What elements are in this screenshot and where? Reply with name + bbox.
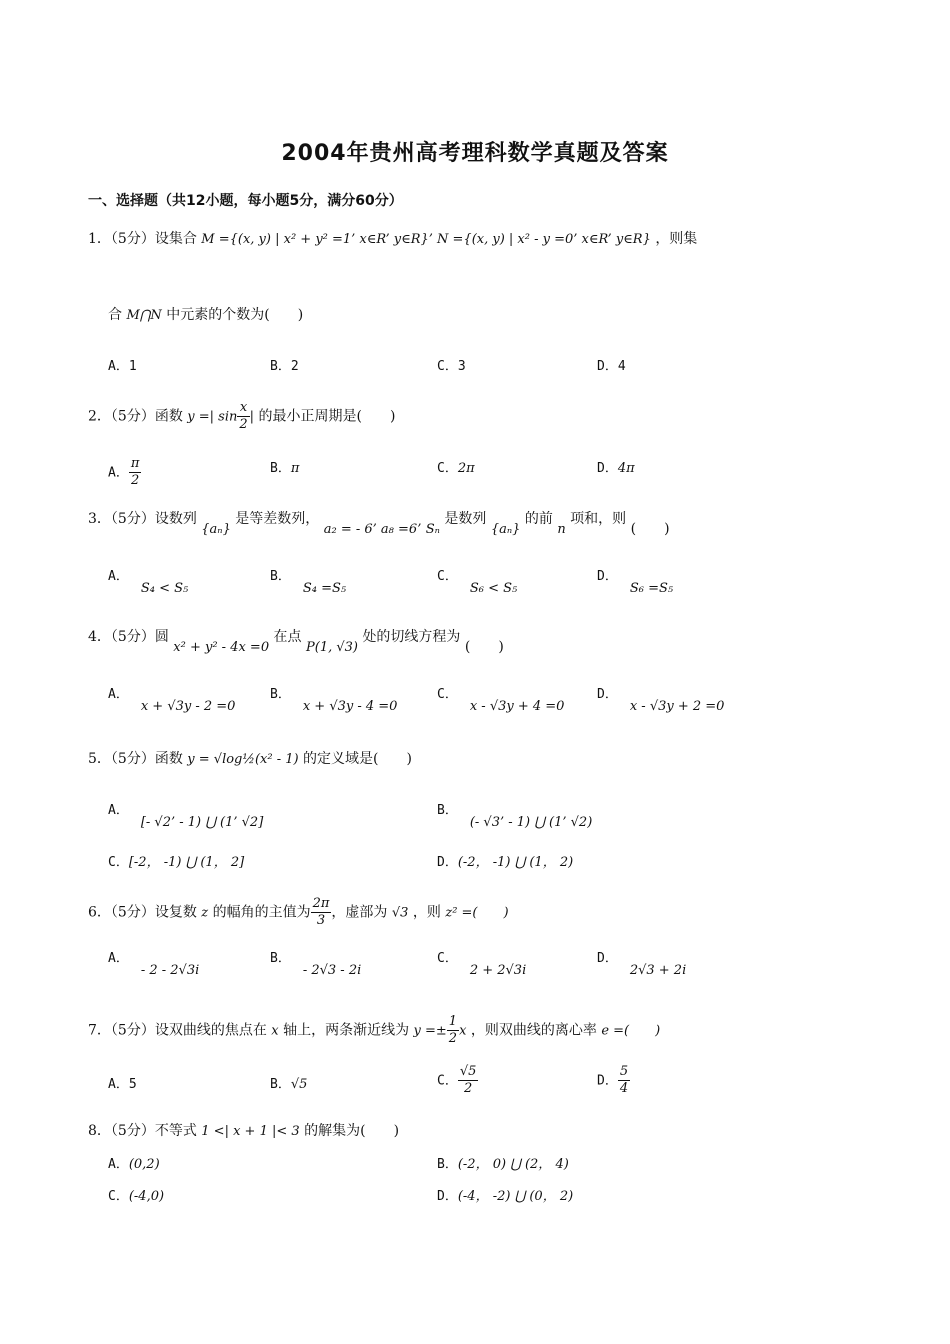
question-6-option-a[interactable]: A．- 2 - 2√3i [108,951,200,978]
question-4: 4．（5分）圆 x² + y² - 4x =0 在点 P(1, √3) 处的切线方程为 ( ) [88,629,504,655]
question-1 [88,228,697,251]
question-3-option-d[interactable]: D．S₆ =S₅ [597,569,674,596]
question-3-option-b[interactable]: B．S₄ =S₅ [270,569,347,596]
question-1-option-b[interactable]: B．2 [270,359,299,374]
question-4-option-b[interactable]: B．x + √3y - 4 =0 [270,687,398,714]
question-1-continuation: 合 M⋂N 中元素的个数为( ) [108,307,304,323]
question-4-option-c[interactable]: C．x - √3y + 4 =0 [437,687,565,714]
question-2-option-b[interactable]: B．π [270,461,300,476]
question-2: 2．（5分）函数 y =| sin $\frac{x}{2}$ | 的最小正周期是( ) [88,400,396,432]
question-4-option-d[interactable]: D．x - √3y + 2 =0 [597,687,725,714]
question-1-option-d[interactable]: D．4 [597,359,626,374]
question-8-option-b[interactable]: B．(-2， 0) ⋃ (2， 4) [437,1157,569,1172]
question-7-fraction: $\frac{1}{2}$ [448,1014,458,1046]
question-8: 8．（5分）不等式 1 <| x + 1 |< 3 的解集为( ) [88,1123,400,1139]
question-3: 3．（5分）设数列 {aₙ} 是等差数列， a₂ = - 6’ a₈ =6’ Sₙ 是数列 {aₙ} 的前 n 项和，则 ( ) [88,511,670,537]
question-7-option-d[interactable]: D． $\frac{5}{4}$ [597,1064,629,1096]
question-2-fraction: $\frac{x}{2}$ [239,400,248,432]
question-1-cont-expr: M⋂N [126,308,162,323]
question-1-tail: ，则集 [655,231,698,247]
question-5-option-d[interactable]: D．(-2， -1) ⋃ (1， 2) [437,855,574,870]
question-7-option-a[interactable]: A．5 [108,1077,137,1092]
question-6-option-d[interactable]: D．2√3 + 2i [597,951,687,978]
question-7-option-c[interactable]: C． $\frac{√5}{2}$ [437,1064,477,1096]
question-6: 6．（5分）设复数 z 的幅角的主值为 $\frac{2\pi}{3}$ ，虚部为 √3 ，则 z² =( ) [88,896,509,928]
question-8-option-d[interactable]: D．(-4， -2) ⋃ (0， 2) [437,1189,574,1204]
question-1-option-c[interactable]: C．3 [437,359,466,374]
question-3-option-c[interactable]: C．S₆ < S₅ [437,569,518,596]
page-title: 2004年贵州高考理科数学真题及答案 [281,141,669,166]
question-2-option-d[interactable]: D．4π [597,461,635,476]
question-4-option-a[interactable]: A．x + √3y - 2 =0 [108,687,236,714]
question-6-fraction: $\frac{2\pi}{3}$ [312,896,330,928]
question-5: 5．（5分）函数 y = √log½(x² - 1) 的定义域是( ) [88,751,412,767]
question-6-option-b[interactable]: B．- 2√3 - 2i [270,951,362,978]
question-3-option-a[interactable]: A．S₄ < S₅ [108,569,189,596]
question-7: 7．（5分）设双曲线的焦点在 x 轴上，两条渐近线为 y =± $\frac{1}{2}$ x ，则双曲线的离心率 e =( ) [88,1014,661,1046]
question-5-option-c[interactable]: C．[-2， -1) ⋃ (1， 2] [108,855,245,870]
section-header: 一、选择题（共12小题，每小题5分，满分60分） [88,193,403,209]
question-5-option-b[interactable]: B．(- √3’ - 1) ⋃ (1’ √2) [437,803,593,830]
question-8-option-a[interactable]: A．(0,2) [108,1157,160,1172]
question-5-option-a[interactable]: A．[- √2’ - 1) ⋃ (1’ √2] [108,803,264,830]
question-2-option-c[interactable]: C．2π [437,461,475,476]
question-7-option-b[interactable]: B．√5 [270,1077,308,1092]
question-6-option-c[interactable]: C．2 + 2√3i [437,951,527,978]
question-1-expr: M ={(x, y) | x² + y² =1’ x∈R’ y∈R}’ N ={(x, y) | x² - y =0’ x∈R’ y∈R} [201,232,651,247]
question-1-option-a[interactable]: A．1 [108,359,137,374]
question-1-stem: 1．（5分）设集合 [88,231,197,247]
question-8-option-c[interactable]: C．(-4,0) [108,1189,165,1204]
question-2-option-a[interactable]: A． $\frac{\pi}{2}$ [108,456,140,488]
